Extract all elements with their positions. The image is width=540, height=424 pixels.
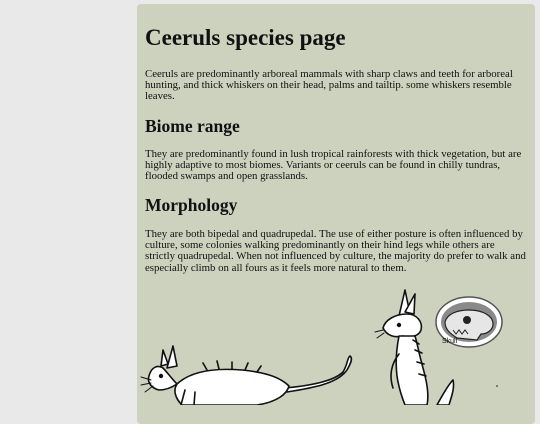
section-heading-biome-range: Biome range: [145, 116, 240, 136]
section-body-morphology: They are both bipedal and quadrupedal. The use of either posture is often influenced by culture, some colonies walking predominantly on their hind legs while others are strictly quadrupedal. When not influenced by culture, the majority do prefer to walk and especially climb on all fours as it feels more natural to them.: [145, 228, 526, 274]
ceerul-illustration: [137, 284, 535, 405]
intro-paragraph: Ceeruls are predominantly arboreal mammals with sharp claws and teeth for arboreal hunting, and thick whiskers on their head, palms and tailtip. some whiskers resemble leaves.: [145, 68, 513, 103]
section-heading-morphology: Morphology: [145, 195, 238, 215]
skull-label: Skull: [442, 338, 458, 345]
section-body-biome-range: They are predominantly found in lush tropical rainforests with thick vegetation, but are highly adaptive to most biomes. Variants or ceeruls can be found in chilly tundras, flooded swamps and open grasslands.: [145, 148, 522, 183]
quadruped-ceerul-drawing: [141, 346, 351, 405]
page-title: Ceeruls species page: [145, 25, 346, 50]
skull-sketch: [436, 297, 502, 347]
